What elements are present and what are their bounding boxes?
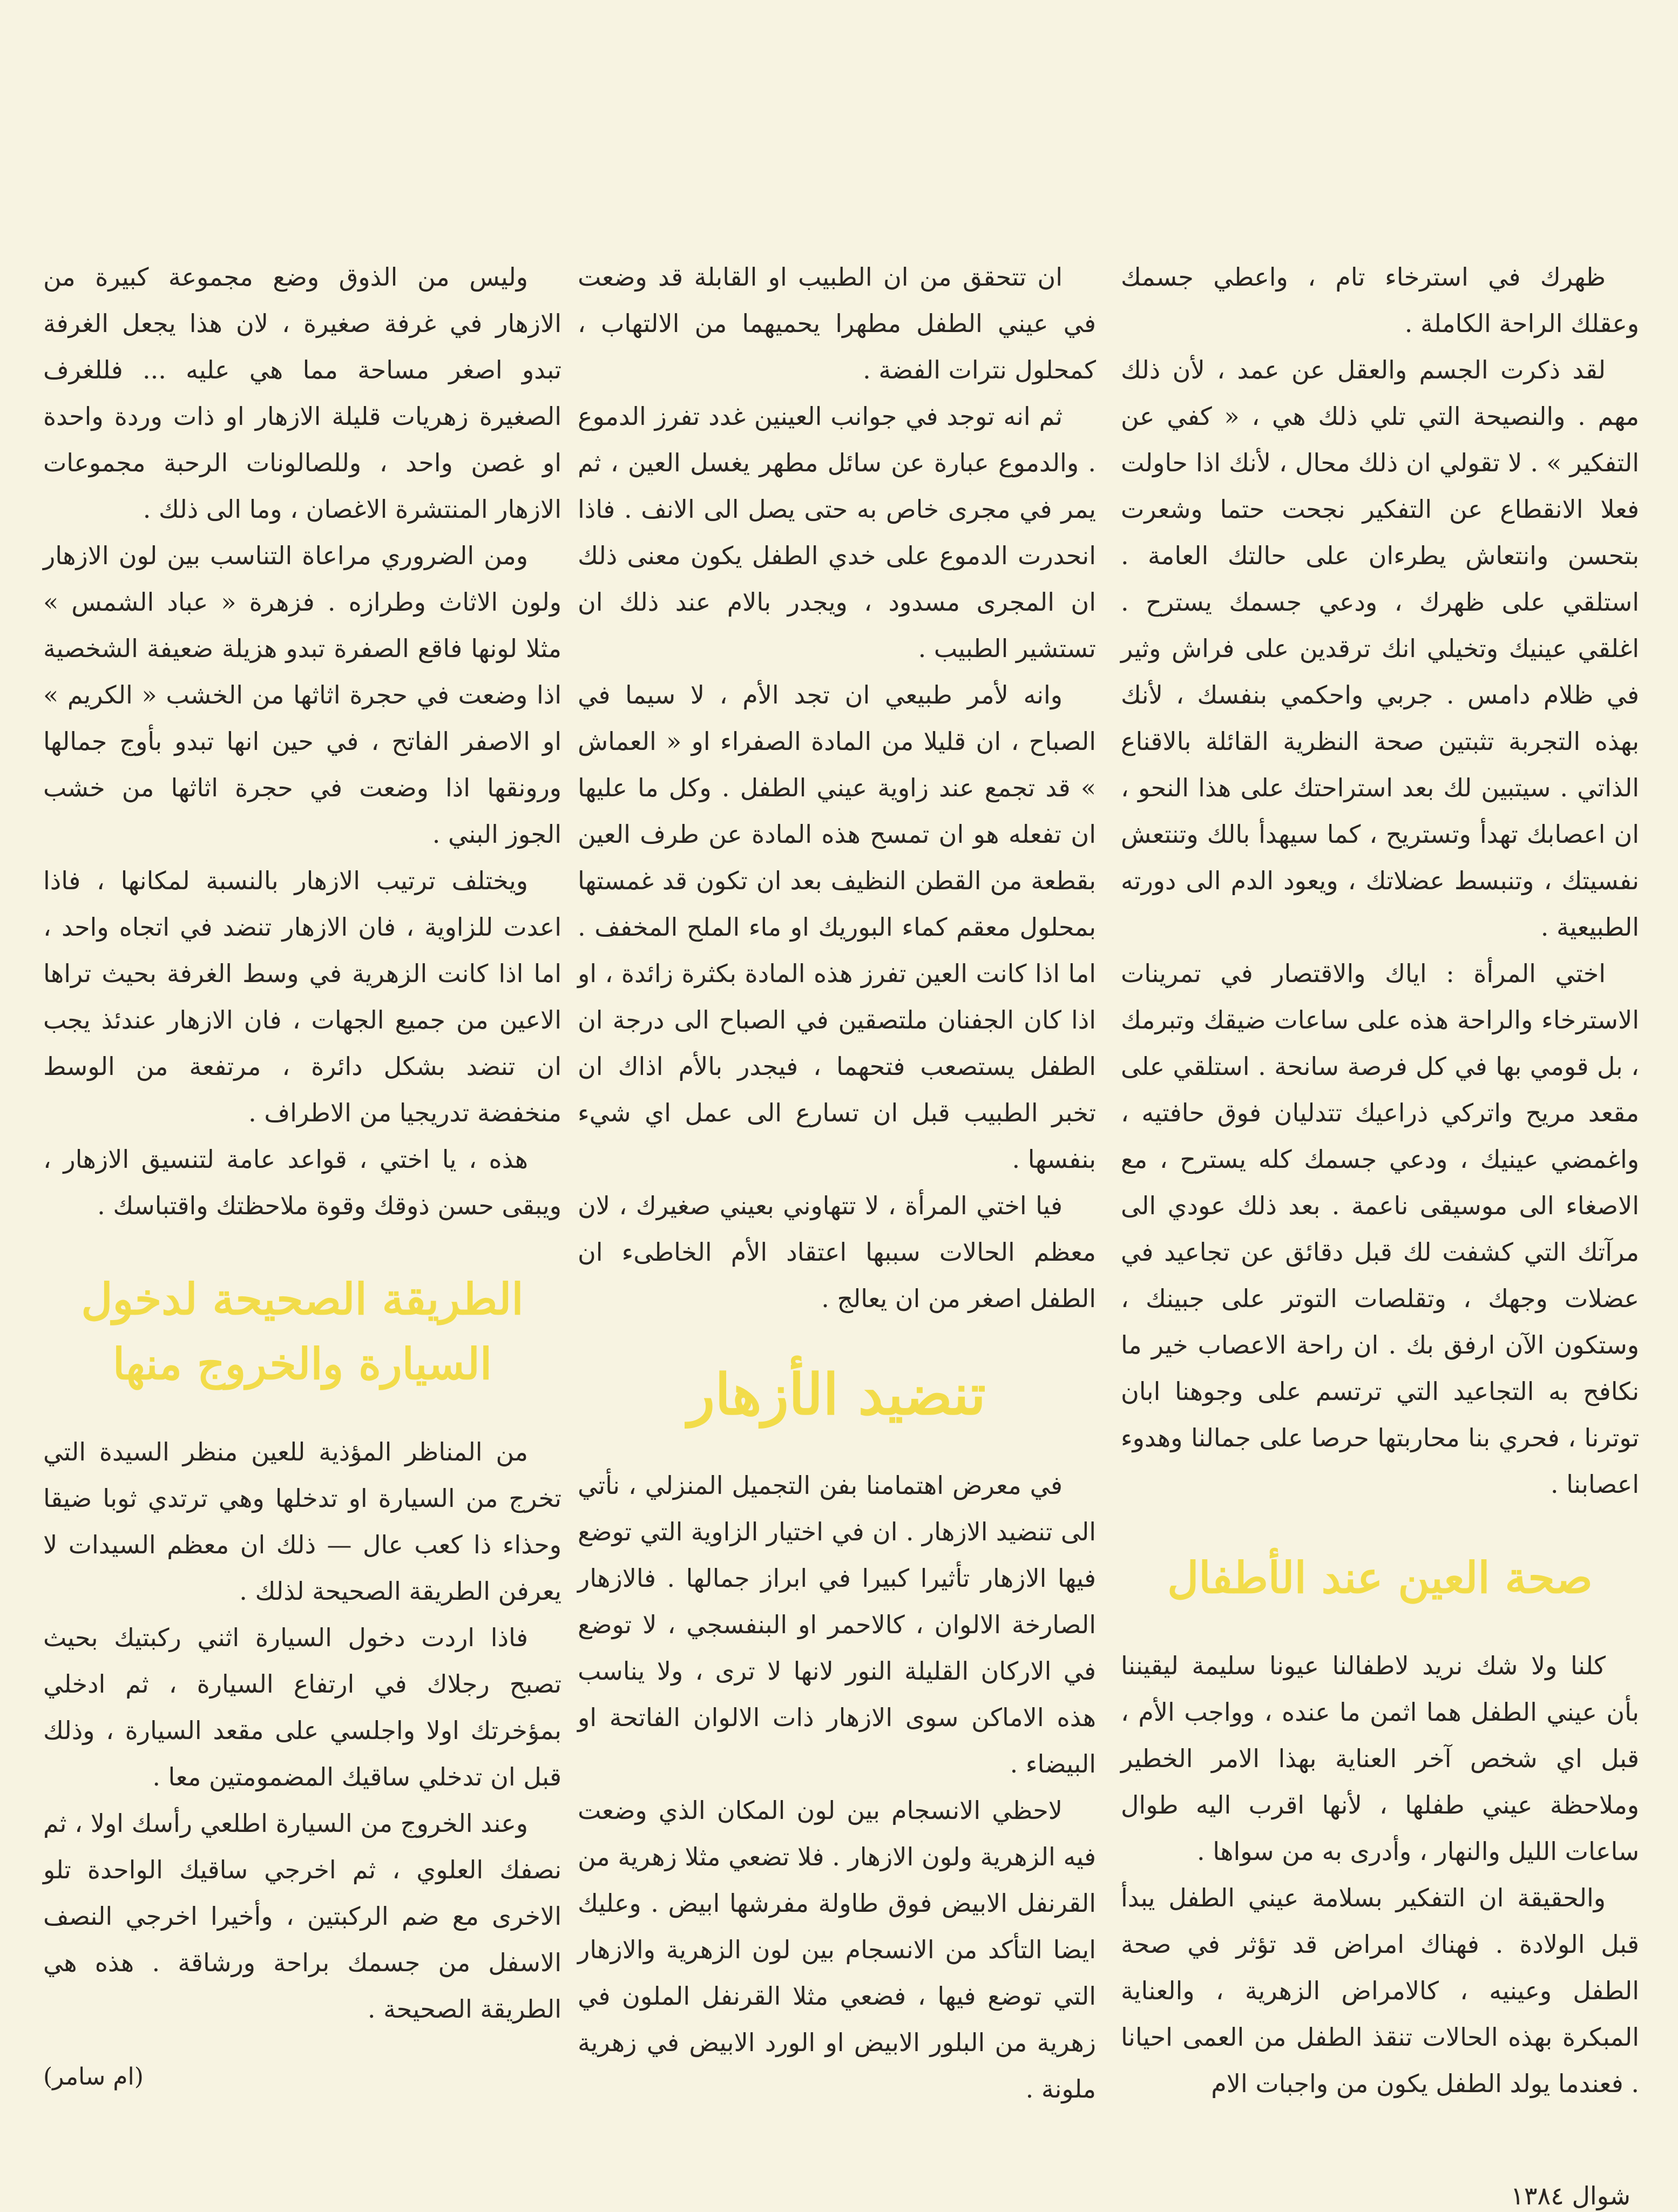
paragraph: وانه لأمر طبيعي ان تجد الأم ، لا سيما في الصباح ، ان قليلا من المادة الصفراء او « العماش » قد تجمع عند زاوية عيني الطفل . وكل ما عليها ان تفعله هو ان تمسح هذه المادة عن طرف العين بقطعة من القطن النظيف بعد ان تكون قد غمستها بمحلول معقم كماء البوريك او ماء الملح المخفف . اما اذا كانت العين تفرز هذه المادة بكثرة زائدة ، او اذا كان الجفنان ملتصقين في الصباح الى درجة ان الطفل يستصعب فتحهما ، فيجدر بالأم اذاك ان تخبر الطبيب قبل ان تسارع الى عمل اي شيء بنفسها . — [578, 680, 1096, 1174]
left-column — [43, 254, 561, 2100]
section-heading-child-eye-health: صحة العين عند الأطفال — [1167, 1552, 1593, 1603]
paragraph: ظهرك في استرخاء تام ، واعطي جسمك وعقلك الراحة الكاملة . — [1121, 262, 1639, 338]
section-heading-flower-arranging: تنضيد الأزهار — [688, 1361, 986, 1428]
paragraph: لاحظي الانسجام بين لون المكان الذي وضعت فيه الزهرية ولون الازهار . فلا تضعي مثلا زهرية من القرنفل الابيض فوق طاولة مفرشها ابيض . وعليك ايضا التأكد من الانسجام بين لون الزهرية والازهار التي توضع فيها ، فضعي مثلا القرنفل الملون في زهرية من البلور الابيض او الورد الابيض في زهرية ملونة . — [578, 1796, 1096, 2103]
section-heading-car-entry: الطريقة الصحيحة لدخول السيارة والخروج منها — [81, 1274, 524, 1389]
paragraph: لقد ذكرت الجسم والعقل عن عمد ، لأن ذلك مهم . والنصيحة التي تلي ذلك هي ، « كفي عن التفكير » . لا تقولي ان ذلك محال ، لأنك اذا حاولت فعلا الانقطاع عن التفكير نجحت حتما وشعرت بتحسن وانتعاش يطرءان على حالتك العامة . استلقي على ظهرك ، ودعي جسمك يسترح . اغلقي عينيك وتخيلي انك ترقدين على فراش وثير في ظلام دامس . جربي واحكمي بنفسك ، لأنك بهذه التجربة تثبتين صحة النظرية القائلة بالاقناع الذاتي . سيتبين لك بعد استراحتك على هذا النحو ، ان اعصابك تهدأ وتستريح ، كما سيهدأ بالك وتنتعش نفسيتك ، وتنبسط عضلاتك ، ويعود الدم الى دورته الطبيعية . — [1121, 355, 1639, 942]
middle-column — [578, 254, 1096, 2112]
paragraph: ومن الضروري مراعاة التناسب بين لون الازهار ولون الاثاث وطرازه . فزهرة « عباد الشمس » مثلا لونها فاقع الصفرة تبدو هزيلة ضعيفة الشخصية اذا وضعت في حجرة اثاثها من الخشب « الكريم » او الاصفر الفاتح ، في حين انها تبدو بأوج جمالها ورونقها اذا وضعت في حجرة اثاثها من خشب الجوز البني . — [43, 541, 561, 849]
paragraph: اختي المرأة : اياك والاقتصار في تمرينات الاسترخاء والراحة هذه على ساعات ضيقك وتبرمك ، بل قومي بها في كل فرصة سانحة . استلقي على مقعد مريح واتركي ذراعيك تتدليان فوق حافتيه ، واغمضي عينيك ، ودعي جسمك كله يسترح ، مع الاصغاء الى موسيقى ناعمة . بعد ذلك عودي الى مرآتك التي كشفت لك قبل دقائق عن تجاعيد في عضلات وجهك ، وتقلصات التوتر على جبينك ، وستكون الآن ارفق بك . ان راحة الاعصاب خير ما نكافح به التجاعيد التي ترتسم على وجوهنا ابان توترنا ، فحري بنا محاربتها حرصا على جمالنا وهدوء اعصابنا . — [1121, 959, 1639, 1499]
paragraph: وعند الخروج من السيارة اطلعي رأسك اولا ، ثم نصفك العلوي ، ثم اخرجي ساقيك الواحدة تلو الاخرى مع ضم الركبتين ، وأخيرا اخرجي النصف الاسفل من جسمك براحة ورشاقة . هذه هي الطريقة الصحيحة . — [43, 1809, 561, 2024]
author-signature: (ام سامر) — [43, 2063, 144, 2091]
paragraph: والحقيقة ان التفكير بسلامة عيني الطفل يبدأ قبل الولادة . فهناك امراض قد تؤثر في صحة الطفل وعينيه ، كالامراض الزهرية ، والعناية المبكرة بهذه الحالات تنقذ الطفل من العمى احيانا . فعندما يولد الطفل يكون من واجبات الام — [1121, 1883, 1639, 2098]
paragraph: كلنا ولا شك نريد لاطفالنا عيونا سليمة ليقيننا بأن عيني الطفل هما اثمن ما عنده ، وواجب الأم ، قبل اي شخص آخر العناية بهذا الامر الخطير وملاحظة عيني طفلها ، لأنها اقرب اليه طوال ساعات الليل والنهار ، وأدرى به من سواها . — [1121, 1651, 1639, 1866]
paragraph: ان تتحقق من ان الطبيب او القابلة قد وضعت في عيني الطفل مطهرا يحميهما من الالتهاب ، كمحلول نترات الفضة . — [578, 262, 1096, 384]
paragraph: ويختلف ترتيب الازهار بالنسبة لمكانها ، فاذا اعدت للزاوية ، فان الازهار تنضد في اتجاه واحد ، اما اذا كانت الزهرية في وسط الغرفة بحيث تراها الاعين من جميع الجهات ، فان الازهار عندئذ يجب ان تنضد بشكل دائرة ، مرتفعة من الوسط منخفضة تدريجيا من الاطراف . — [43, 866, 561, 1127]
paragraph: في معرض اهتمامنا بفن التجميل المنزلي ، نأتي الى تنضيد الازهار . ان في اختيار الزاوية التي توضع فيها الازهار تأثيرا كبيرا في ابراز جمالها . فالازهار الصارخة الالوان ، كالاحمر او البنفسجي ، لا توضع في الاركان القليلة النور لانها لا ترى ، ولا يناسب هذه الاماكن سوى الازهار ذات الالوان الفاتحة او البيضاء . — [578, 1471, 1096, 1778]
paragraph: من المناظر المؤذية للعين منظر السيدة التي تخرج من السيارة او تدخلها وهي ترتدي ثوبا ضيقا وحذاء ذا كعب عال — ذلك ان معظم السيدات لا يعرفن الطريقة الصحيحة لذلك . — [43, 1437, 561, 1606]
paragraph: هذه ، يا اختي ، قواعد عامة لتنسيق الازهار ، ويبقى حسن ذوقك وقوة ملاحظتك واقتباسك . — [43, 1145, 561, 1220]
paragraph: ثم انه توجد في جوانب العينين غدد تفرز الدموع . والدموع عبارة عن سائل مطهر يغسل العين ، ثم يمر في مجرى خاص به حتى يصل الى الانف . فاذا انحدرت الدموع على خدي الطفل يكون معنى ذلك ان المجرى مسدود ، ويجدر بالام عند ذلك ان تستشير الطبيب . — [578, 402, 1096, 663]
paragraph: فاذا اردت دخول السيارة اثني ركبتيك بحيث تصبح رجلاك في ارتفاع السيارة ، ثم ادخلي بمؤخرتك اولا واجلسي على مقعد السيارة ، وذلك قبل ان تدخلي ساقيك المضمومتين معا . — [43, 1623, 561, 1791]
right-column — [1121, 254, 1639, 2107]
page-footer-date: شوال ١٣٨٤ — [1511, 2181, 1630, 2210]
paragraph: وليس من الذوق وضع مجموعة كبيرة من الازهار في غرفة صغيرة ، لان هذا يجعل الغرفة تبدو اصغر مساحة مما هي عليه ... فللغرف الصغيرة زهريات قليلة الازهار او ذات وردة واحدة او غصن واحد ، وللصالونات الرحبة مجموعات الازهار المنتشرة الاغصان ، وما الى ذلك . — [43, 262, 561, 524]
paragraph: فيا اختي المرأة ، لا تتهاوني بعيني صغيرك ، لان معظم الحالات سببها اعتقاد الأم الخاطىء ان الطفل اصغر من ان يعالج . — [578, 1191, 1096, 1313]
